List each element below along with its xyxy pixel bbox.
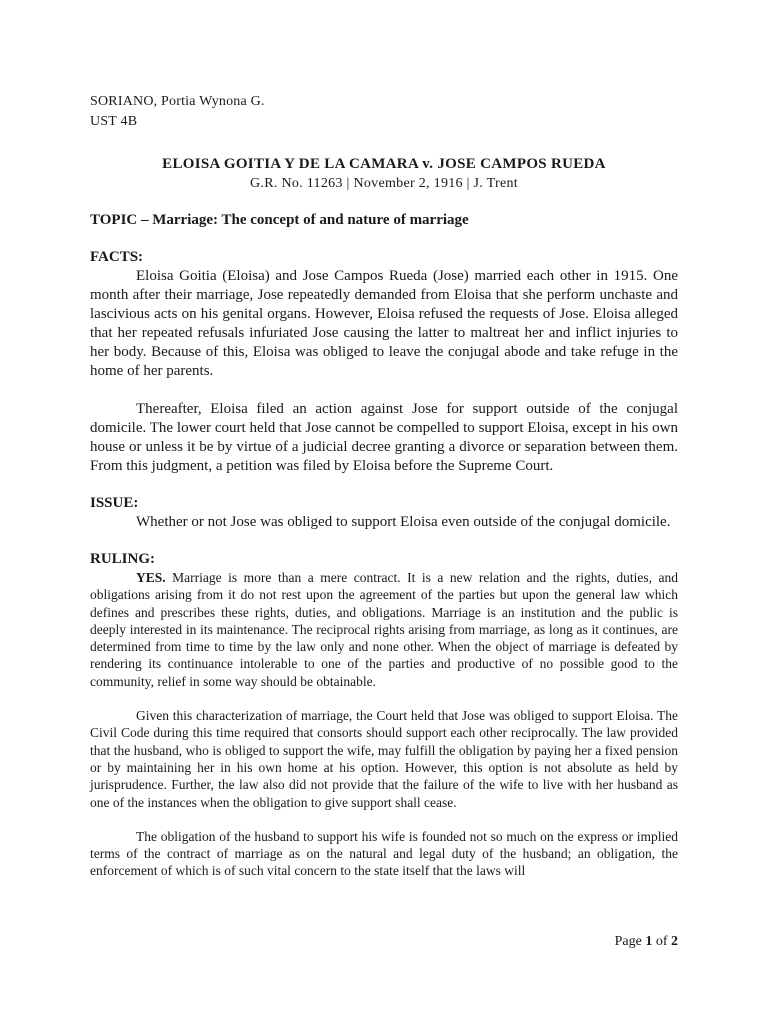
- ruling-lead: YES.: [136, 570, 166, 585]
- issue-heading: ISSUE:: [90, 495, 139, 511]
- of-word: of: [655, 934, 668, 949]
- ruling-heading: RULING:: [90, 551, 156, 567]
- issue-text: Whether or not Jose was obliged to support Eloisa even outside of the conjugal domicile.: [136, 514, 671, 530]
- page-number-footer: [615, 932, 678, 952]
- topic-line: TOPIC – Marriage: The concept of and nature of marriage: [90, 212, 469, 228]
- facts-paragraph-1: Eloisa Goitia (Eloisa) and Jose Campos Rueda (Jose) married each other in 1915. One month after their marriage, Jose repeatedly demanded from Eloisa that she perform unchaste and lascivious acts on his genital organs. However, Eloisa refused the requests of Jose. Eloisa alleged that her repeated refusals infuriated Jose causing the latter to maltreat her and inflict injuries to her body. Because of this, Eloisa was obliged to leave the conjugal abode and take refuge in the home of her parents.: [90, 268, 678, 379]
- ruling-paragraph-3: The obligation of the husband to support his wife is founded not so much on the express or implied terms of the contract of marriage as on the natural and legal duty of the husband; an obligation, the enforcement of which is of such vital concern to the state itself that the laws will: [90, 828, 678, 879]
- ruling-paragraph-2: Given this characterization of marriage, the Court held that Jose was obliged to support Eloisa. The Civil Code during this time required that consorts should support each other reciprocally. The law provided that the husband, who is obliged to support the wife, may fulfill the obligation by paying her a fixed pension or by maintaining her in his own home at his option. However, this option is not absolute as held by jurisprudence. Further, the law also did not provide that the failure of the wife to live with her husband as one of the instances when the obligation to give support shall cease.: [90, 708, 678, 810]
- facts-heading: FACTS:: [90, 249, 144, 265]
- document-content: [90, 92, 678, 880]
- ruling-paragraph-1: [90, 569, 678, 690]
- facts-paragraph-2: Thereafter, Eloisa filed an action against Jose for support outside of the conjugal domicile. The lower court held that Jose cannot be compelled to support Eloisa, except in his own house or unless it be by virtue of a judicial decree granting a divorce or separation between them. From this judgment, a petition was filed by Eloisa before the Supreme Court.: [90, 401, 678, 474]
- author-name: SORIANO, Portia Wynona G.: [90, 94, 265, 109]
- total-page-number: 2: [671, 934, 678, 949]
- ruling-paragraph-1-text: Marriage is more than a mere contract. It is a new relation and the rights, duties, and obligations arising from it do not rest upon the agreement of the parties but upon the general law which defines and prescribes these rights, duties, and obligations. Marriage is an institution and the public is deeply interested in its maintenance. The reciprocal rights arising from marriage, as long as it continues, are determined from time to time by the law only and none other. When the object of marriage is defeated by rendering its continuance intolerable to one of the parties and productive of no possible good to the community, relief in some way should be obtainable.: [90, 570, 678, 689]
- current-page-number: 1: [645, 934, 653, 949]
- author-section: UST 4B: [90, 114, 138, 129]
- page-word: Page: [614, 934, 642, 949]
- case-citation: G.R. No. 11263 | November 2, 1916 | J. Trent: [250, 176, 518, 191]
- case-title: ELOISA GOITIA Y DE LA CAMARA v. JOSE CAMPOS RUEDA: [162, 156, 606, 172]
